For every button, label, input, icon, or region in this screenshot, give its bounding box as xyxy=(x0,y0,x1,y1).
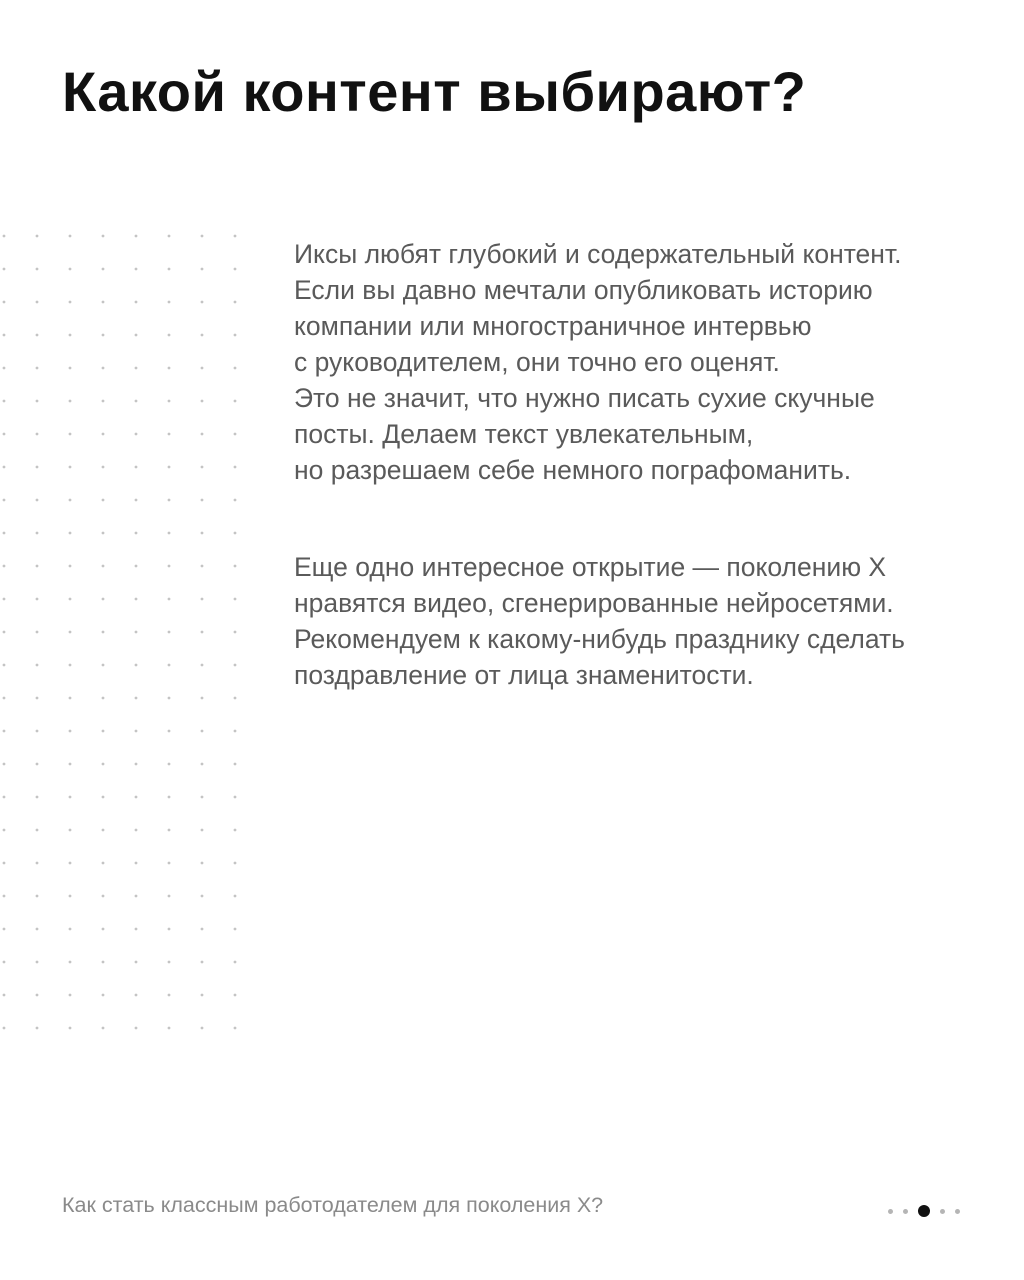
grid-dot xyxy=(234,532,237,535)
grid-dot xyxy=(3,499,6,502)
grid-dot xyxy=(102,730,105,733)
grid-dot xyxy=(168,763,171,766)
grid-dot xyxy=(201,532,204,535)
grid-dot xyxy=(69,400,72,403)
grid-dot xyxy=(135,400,138,403)
grid-dot xyxy=(234,268,237,271)
grid-dot xyxy=(69,994,72,997)
grid-dot xyxy=(201,730,204,733)
grid-dot xyxy=(3,268,6,271)
grid-dot xyxy=(201,631,204,634)
grid-dot xyxy=(69,499,72,502)
grid-dot xyxy=(69,301,72,304)
grid-dot xyxy=(135,532,138,535)
grid-dot xyxy=(36,433,39,436)
grid-dot xyxy=(135,664,138,667)
grid-dot xyxy=(69,1027,72,1030)
grid-dot xyxy=(36,367,39,370)
grid-dot xyxy=(102,532,105,535)
grid-dot xyxy=(135,697,138,700)
grid-dot xyxy=(201,433,204,436)
grid-dot xyxy=(36,565,39,568)
grid-dot xyxy=(102,829,105,832)
page-title: Какой контент выбирают? xyxy=(62,60,807,123)
grid-dot xyxy=(234,961,237,964)
grid-dot xyxy=(168,664,171,667)
grid-dot xyxy=(3,994,6,997)
grid-dot xyxy=(168,532,171,535)
grid-dot xyxy=(135,367,138,370)
grid-dot xyxy=(168,1027,171,1030)
pager-dot[interactable] xyxy=(955,1209,960,1214)
grid-dot xyxy=(102,763,105,766)
grid-dot xyxy=(3,565,6,568)
grid-dot xyxy=(234,730,237,733)
grid-dot xyxy=(36,301,39,304)
grid-dot xyxy=(234,565,237,568)
grid-dot xyxy=(69,730,72,733)
grid-dot xyxy=(36,862,39,865)
grid-dot xyxy=(102,400,105,403)
grid-dot xyxy=(135,631,138,634)
grid-dot xyxy=(201,796,204,799)
grid-dot xyxy=(36,631,39,634)
grid-dot xyxy=(102,862,105,865)
grid-dot xyxy=(102,367,105,370)
grid-dot xyxy=(201,565,204,568)
grid-dot xyxy=(234,895,237,898)
grid-dot xyxy=(135,763,138,766)
grid-dot xyxy=(234,235,237,238)
grid-dot xyxy=(168,829,171,832)
dot-grid-decoration xyxy=(0,224,250,1044)
grid-dot xyxy=(201,928,204,931)
grid-dot xyxy=(3,895,6,898)
grid-dot xyxy=(69,367,72,370)
grid-dot xyxy=(201,268,204,271)
grid-dot xyxy=(234,664,237,667)
grid-dot xyxy=(135,433,138,436)
grid-dot xyxy=(36,664,39,667)
grid-dot xyxy=(69,565,72,568)
grid-dot xyxy=(234,466,237,469)
grid-dot xyxy=(69,466,72,469)
pager-dot-active[interactable] xyxy=(918,1205,930,1217)
grid-dot xyxy=(201,301,204,304)
grid-dot xyxy=(102,301,105,304)
grid-dot xyxy=(168,928,171,931)
grid-dot xyxy=(135,235,138,238)
grid-dot xyxy=(234,367,237,370)
grid-dot xyxy=(201,829,204,832)
grid-dot xyxy=(201,961,204,964)
grid-dot xyxy=(69,532,72,535)
grid-dot xyxy=(36,763,39,766)
grid-dot xyxy=(201,697,204,700)
grid-dot xyxy=(3,631,6,634)
series-title: Как стать классным работодателем для поколения X? xyxy=(62,1193,604,1217)
grid-dot xyxy=(168,730,171,733)
grid-dot xyxy=(36,334,39,337)
grid-dot xyxy=(102,928,105,931)
grid-dot xyxy=(69,895,72,898)
grid-dot xyxy=(102,334,105,337)
grid-dot xyxy=(36,928,39,931)
grid-dot xyxy=(168,367,171,370)
grid-dot xyxy=(69,631,72,634)
grid-dot xyxy=(3,664,6,667)
grid-dot xyxy=(69,763,72,766)
grid-dot xyxy=(168,697,171,700)
grid-dot xyxy=(36,1027,39,1030)
paragraph-ai-video: Еще одно интересное открытие — поколению X нравятся видео, сгенерированные нейросетями. Рекомендуем к какому-нибудь празднику сделать поздравление от лица знаменитости. xyxy=(294,552,905,690)
grid-dot xyxy=(135,994,138,997)
grid-dot xyxy=(3,730,6,733)
grid-dot xyxy=(135,1027,138,1030)
grid-dot xyxy=(168,499,171,502)
grid-dot xyxy=(168,862,171,865)
grid-dot xyxy=(201,235,204,238)
grid-dot xyxy=(201,763,204,766)
grid-dot xyxy=(234,763,237,766)
grid-dot xyxy=(3,1027,6,1030)
grid-dot xyxy=(36,697,39,700)
grid-dot xyxy=(69,928,72,931)
grid-dot xyxy=(201,1027,204,1030)
grid-dot xyxy=(135,928,138,931)
grid-dot xyxy=(234,796,237,799)
grid-dot xyxy=(69,796,72,799)
grid-dot xyxy=(135,862,138,865)
grid-dot xyxy=(69,961,72,964)
grid-dot xyxy=(36,499,39,502)
grid-dot xyxy=(102,565,105,568)
grid-dot xyxy=(36,466,39,469)
grid-dot xyxy=(168,334,171,337)
grid-dot xyxy=(234,301,237,304)
grid-dot xyxy=(69,829,72,832)
pager-dot[interactable] xyxy=(940,1209,945,1214)
grid-dot xyxy=(3,796,6,799)
slide-pager xyxy=(888,1205,960,1217)
grid-dot xyxy=(36,235,39,238)
grid-dot xyxy=(3,532,6,535)
grid-dot xyxy=(135,895,138,898)
grid-dot xyxy=(201,895,204,898)
grid-dot xyxy=(201,400,204,403)
grid-dot xyxy=(102,235,105,238)
grid-dot xyxy=(3,763,6,766)
grid-dot xyxy=(102,433,105,436)
grid-dot xyxy=(36,961,39,964)
grid-dot xyxy=(69,862,72,865)
grid-dot xyxy=(135,466,138,469)
grid-dot xyxy=(102,466,105,469)
grid-dot xyxy=(234,1027,237,1030)
grid-dot xyxy=(36,829,39,832)
grid-dot xyxy=(234,400,237,403)
grid-dot xyxy=(135,565,138,568)
grid-dot xyxy=(36,400,39,403)
grid-dot xyxy=(168,895,171,898)
grid-dot xyxy=(168,961,171,964)
grid-dot xyxy=(201,367,204,370)
grid-dot xyxy=(102,598,105,601)
grid-dot xyxy=(69,268,72,271)
grid-dot xyxy=(36,895,39,898)
grid-dot xyxy=(234,928,237,931)
grid-dot xyxy=(69,664,72,667)
grid-dot xyxy=(168,466,171,469)
grid-dot xyxy=(201,862,204,865)
grid-dot xyxy=(168,631,171,634)
grid-dot xyxy=(168,433,171,436)
grid-dot xyxy=(135,961,138,964)
grid-dot xyxy=(69,697,72,700)
grid-dot xyxy=(168,301,171,304)
grid-dot xyxy=(168,598,171,601)
grid-dot xyxy=(3,961,6,964)
grid-dot xyxy=(135,301,138,304)
grid-dot xyxy=(102,895,105,898)
paragraph-content-preferences: Иксы любят глубокий и содержательный контент. Если вы давно мечтали опубликовать историю компании или многостраничное интервью с руководителем, они точно его оценят. Это не значит, что нужно писать сухие скучные посты. Делаем текст увлекательным, но разрешаем себе немного пографоманить. xyxy=(294,239,902,485)
grid-dot xyxy=(168,400,171,403)
grid-dot xyxy=(135,829,138,832)
body-text xyxy=(294,236,994,693)
grid-dot xyxy=(234,433,237,436)
grid-dot xyxy=(69,235,72,238)
grid-dot xyxy=(3,301,6,304)
grid-dot xyxy=(3,334,6,337)
grid-dot xyxy=(102,664,105,667)
grid-dot xyxy=(201,994,204,997)
grid-dot xyxy=(201,499,204,502)
grid-dot xyxy=(234,697,237,700)
grid-dot xyxy=(135,334,138,337)
pager-dot[interactable] xyxy=(888,1209,893,1214)
grid-dot xyxy=(135,796,138,799)
pager-dot[interactable] xyxy=(903,1209,908,1214)
grid-dot xyxy=(234,631,237,634)
grid-dot xyxy=(201,466,204,469)
grid-dot xyxy=(3,598,6,601)
grid-dot xyxy=(234,598,237,601)
grid-dot xyxy=(36,268,39,271)
grid-dot xyxy=(102,631,105,634)
grid-dot xyxy=(234,499,237,502)
grid-dot xyxy=(201,664,204,667)
grid-dot xyxy=(102,1027,105,1030)
grid-dot xyxy=(3,928,6,931)
grid-dot xyxy=(135,598,138,601)
grid-dot xyxy=(234,829,237,832)
grid-dot xyxy=(3,367,6,370)
grid-dot xyxy=(3,433,6,436)
grid-dot xyxy=(3,862,6,865)
grid-dot xyxy=(168,565,171,568)
grid-dot xyxy=(201,598,204,601)
grid-dot xyxy=(102,961,105,964)
grid-dot xyxy=(102,697,105,700)
grid-dot xyxy=(102,994,105,997)
grid-dot xyxy=(36,730,39,733)
grid-dot xyxy=(36,994,39,997)
grid-dot xyxy=(135,268,138,271)
grid-dot xyxy=(102,268,105,271)
grid-dot xyxy=(135,499,138,502)
grid-dot xyxy=(135,730,138,733)
grid-dot xyxy=(3,697,6,700)
grid-dot xyxy=(36,532,39,535)
grid-dot xyxy=(69,433,72,436)
grid-dot xyxy=(69,334,72,337)
grid-dot xyxy=(234,334,237,337)
grid-dot xyxy=(234,862,237,865)
grid-dot xyxy=(36,598,39,601)
grid-dot xyxy=(234,994,237,997)
grid-dot xyxy=(3,400,6,403)
grid-dot xyxy=(102,796,105,799)
grid-dot xyxy=(69,598,72,601)
grid-dot xyxy=(168,235,171,238)
grid-dot xyxy=(168,796,171,799)
grid-dot xyxy=(201,334,204,337)
grid-dot xyxy=(36,796,39,799)
grid-dot xyxy=(102,499,105,502)
grid-dot xyxy=(3,235,6,238)
grid-dot xyxy=(168,994,171,997)
grid-dot xyxy=(3,829,6,832)
grid-dot xyxy=(168,268,171,271)
grid-dot xyxy=(3,466,6,469)
